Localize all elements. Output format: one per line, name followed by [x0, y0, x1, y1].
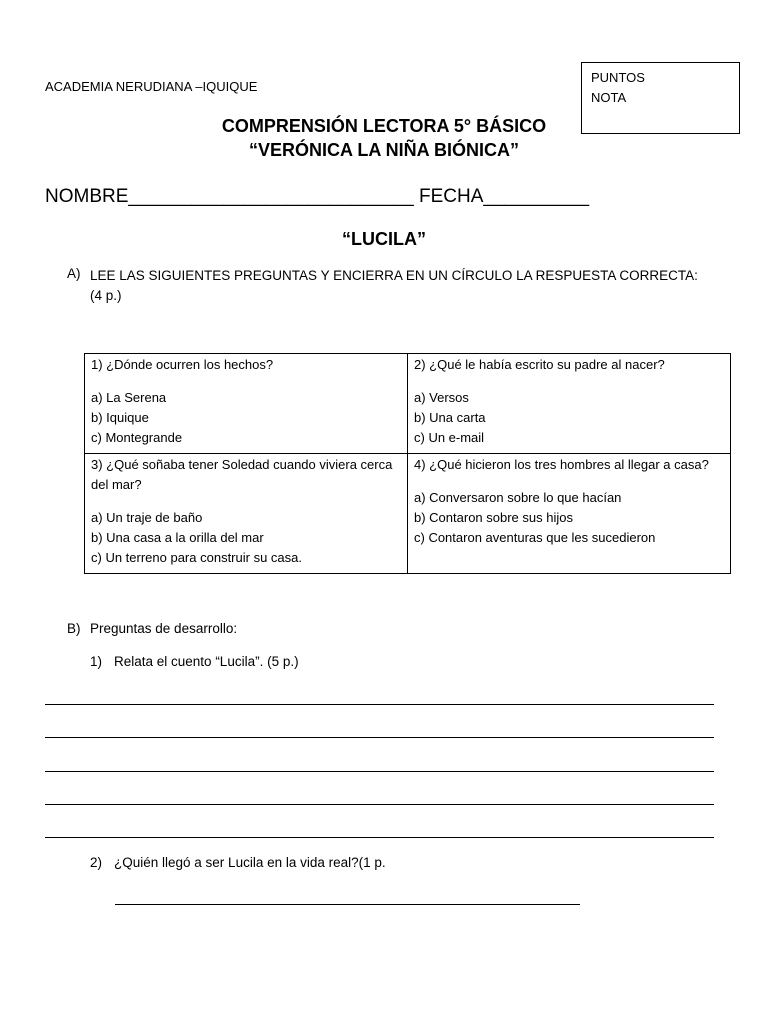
- question-text: 3) ¿Qué soñaba tener Soledad cuando viviera cerca del mar?: [91, 457, 393, 492]
- nota-label: NOTA: [591, 90, 627, 105]
- nombre-blank[interactable]: ___________________________: [128, 186, 414, 207]
- name-date-line: [45, 186, 589, 208]
- question-text: 1) ¿Dónde ocurren los hechos?: [91, 357, 274, 372]
- table-row: [85, 354, 731, 454]
- question-2-number: 2): [90, 855, 103, 870]
- table-row: [85, 454, 731, 574]
- section-a-marker: A): [67, 266, 81, 281]
- answer-option[interactable]: c) Montegrande: [91, 430, 183, 445]
- answer-line[interactable]: [45, 837, 714, 838]
- question-1-text: Relata el cuento “Lucila”. (5 p.): [114, 654, 299, 669]
- answer-option[interactable]: c) Un terreno para construir su casa.: [91, 550, 302, 565]
- answer-option[interactable]: a) Conversaron sobre lo que hacían: [414, 490, 622, 505]
- question-text: 4) ¿Qué hicieron los tres hombres al llegar a casa?: [414, 457, 709, 472]
- answer-line[interactable]: [45, 737, 714, 738]
- puntos-label: PUNTOS: [591, 70, 645, 85]
- answer-option[interactable]: c) Contaron aventuras que les sucedieron: [414, 530, 656, 545]
- answer-option[interactable]: b) Una casa a la orilla del mar: [91, 530, 264, 545]
- answer-option[interactable]: c) Un e-mail: [414, 430, 485, 445]
- page-subtitle: “VERÓNICA LA NIÑA BIÓNICA”: [249, 140, 519, 160]
- question-cell: [85, 354, 408, 454]
- question-2-text: ¿Quién llegó a ser Lucila en la vida real?(1 p.: [114, 855, 386, 870]
- answer-option[interactable]: b) Una carta: [414, 410, 486, 425]
- answer-line[interactable]: [45, 771, 714, 772]
- section-a-instruction: LEE LAS SIGUIENTES PREGUNTAS Y ENCIERRA EN UN CÍRCULO LA RESPUESTA CORRECTA: (4 p.): [90, 268, 698, 303]
- answer-option[interactable]: b) Iquique: [91, 410, 149, 425]
- question-cell: [85, 454, 408, 574]
- answer-option[interactable]: a) Versos: [414, 390, 469, 405]
- question-cell: [408, 454, 731, 574]
- school-name: ACADEMIA NERUDIANA –IQUIQUE: [45, 79, 258, 94]
- question-text: 2) ¿Qué le había escrito su padre al nacer?: [414, 357, 665, 372]
- questions-table: [84, 353, 731, 574]
- answer-line[interactable]: [45, 804, 714, 805]
- story-title: “LUCILA”: [342, 229, 426, 249]
- question-1-number: 1): [90, 654, 103, 669]
- section-b-marker: B): [67, 621, 81, 636]
- answer-option[interactable]: a) La Serena: [91, 390, 167, 405]
- section-b-title: Preguntas de desarrollo:: [90, 621, 238, 636]
- answer-line[interactable]: [115, 904, 580, 905]
- question-cell: [408, 354, 731, 454]
- fecha-label: FECHA: [419, 186, 484, 207]
- answer-option[interactable]: b) Contaron sobre sus hijos: [414, 510, 573, 525]
- answer-line[interactable]: [45, 704, 714, 705]
- fecha-blank[interactable]: __________: [483, 186, 590, 207]
- page-title: COMPRENSIÓN LECTORA 5° BÁSICO: [221, 116, 547, 136]
- nombre-label: NOMBRE: [45, 186, 129, 207]
- answer-option[interactable]: a) Un traje de baño: [91, 510, 203, 525]
